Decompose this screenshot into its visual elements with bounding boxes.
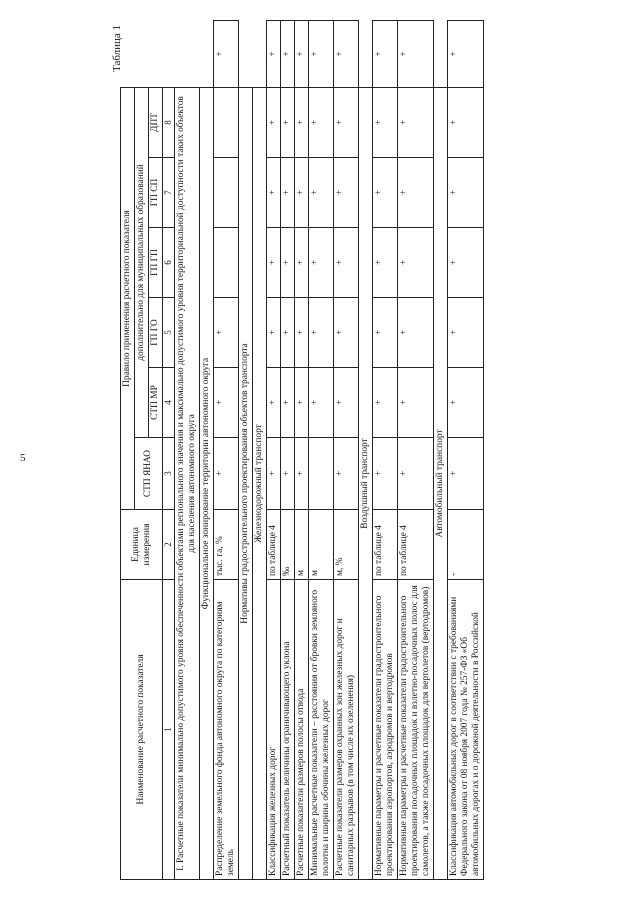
rule-mark	[214, 228, 239, 298]
table-row	[281, 21, 295, 880]
rail-rows	[267, 21, 359, 880]
col-stp-yanao-header: СТП ЯНАО	[135, 438, 163, 510]
table-row	[309, 21, 334, 880]
section-heading: Автомобильный транспорт	[434, 88, 448, 880]
rule-mark: +	[334, 438, 359, 510]
rule-mark: +	[267, 438, 281, 510]
rule-mark: +	[214, 438, 239, 510]
col-number: 2	[163, 510, 175, 580]
table-caption: Таблица 1	[111, 24, 123, 72]
rule-mark: +	[267, 158, 281, 228]
rule-mark: +	[334, 298, 359, 368]
rule-mark: +	[267, 88, 281, 158]
indicator-unit: по таблице 4	[373, 510, 398, 580]
rule-mark: +	[295, 158, 309, 228]
indicator-unit: по таблице 4	[398, 510, 434, 580]
rule-mark: +	[448, 21, 484, 88]
rule-mark: +	[295, 21, 309, 88]
table-row	[373, 21, 398, 880]
col-number: 4	[163, 368, 175, 438]
col-dpt-header: ДПТ	[149, 88, 163, 158]
section-heading: Нормативы градостроительного проектирования объектов транспорта	[239, 88, 253, 880]
indicator-unit: м	[309, 510, 334, 580]
rule-mark: +	[214, 368, 239, 438]
rule-mark: +	[373, 158, 398, 228]
table-row	[295, 21, 309, 880]
rule-mark: +	[334, 88, 359, 158]
rule-mark: +	[398, 158, 434, 228]
section-heading: Функциональное зонирование территории автономного округа	[200, 88, 214, 880]
rule-mark: +	[398, 368, 434, 438]
col-name-header: Наименование расчетного показателя	[121, 580, 163, 880]
rule-mark: +	[214, 21, 239, 88]
indicator-name: Минимальные расчетные показатели – расстояния от бровки земляного полотна и ширина обочины железных дорог	[309, 580, 334, 880]
table-row	[448, 21, 484, 880]
page-number: 5	[20, 452, 26, 464]
table-row	[214, 21, 239, 880]
rule-mark: +	[398, 438, 434, 510]
col-gp-gp-header: ГП ГП	[149, 228, 163, 298]
rule-mark: +	[373, 298, 398, 368]
rule-mark: +	[448, 298, 484, 368]
rule-mark: +	[334, 158, 359, 228]
rule-mark: +	[373, 88, 398, 158]
rule-mark	[214, 158, 239, 228]
col-unit-header: Единица измерения	[121, 510, 163, 580]
rule-mark: +	[398, 21, 434, 88]
auto-rows	[448, 21, 484, 880]
rule-mark: +	[281, 228, 295, 298]
rule-mark: +	[267, 21, 281, 88]
section-heading: Железнодорожный транспорт	[253, 88, 267, 880]
indicator-unit: -	[448, 510, 484, 580]
indicator-name: Нормативные параметры и расчетные показатели градостроительного проектирования аэропортов, аэродромов и вертодромов	[373, 580, 398, 880]
indicator-unit: ‰	[281, 510, 295, 580]
col-number: 3	[163, 438, 175, 510]
section-heading: Воздушный транспорт	[359, 88, 373, 880]
col-stp-mr-header: СТП МР	[149, 368, 163, 438]
rule-mark: +	[309, 298, 334, 368]
indicator-name: Расчетные показатели размеров охранных зон железных дорог и санитарных разрывов (в том числе их озеленения)	[334, 580, 359, 880]
rule-mark: +	[373, 438, 398, 510]
rule-mark: +	[295, 438, 309, 510]
rule-mark: +	[373, 228, 398, 298]
rule-mark: +	[334, 228, 359, 298]
rule-mark: +	[309, 368, 334, 438]
rule-mark: +	[398, 298, 434, 368]
table-row	[334, 21, 359, 880]
rule-mark: +	[295, 88, 309, 158]
rule-mark: +	[448, 158, 484, 228]
indicator-unit: м	[295, 510, 309, 580]
table-row	[398, 21, 434, 880]
col-additional-header: дополнительно для муниципальных образований	[135, 88, 149, 438]
table-row	[267, 21, 281, 880]
rule-mark	[309, 438, 334, 510]
norms-table	[120, 20, 484, 880]
rule-mark: +	[281, 21, 295, 88]
rule-mark	[214, 88, 239, 158]
air-rows	[373, 21, 434, 880]
rule-mark: +	[214, 298, 239, 368]
rule-mark: +	[398, 228, 434, 298]
rule-mark: +	[448, 438, 484, 510]
rule-mark: +	[281, 158, 295, 228]
rule-mark: +	[309, 228, 334, 298]
rule-mark: +	[398, 88, 434, 158]
indicator-name: Распределение земельного фонда автономного округа по категориям земель	[214, 580, 239, 880]
indicator-name: Классификация автомобильных дорог в соответствии с требованиями Федерального закона от 08 ноября 2007 года № 257-ФЗ «Об автомобильных дорогах и о дорожной деятельности в Российской	[448, 580, 484, 880]
indicator-unit: м, %	[334, 510, 359, 580]
rule-mark: +	[448, 88, 484, 158]
col-gp-sp-header: ГП СП	[149, 158, 163, 228]
rule-mark: +	[448, 228, 484, 298]
rotated-table-container	[120, 20, 630, 880]
col-number: 5	[163, 298, 175, 368]
rule-mark: +	[267, 228, 281, 298]
rule-mark: +	[295, 368, 309, 438]
rule-mark: +	[267, 298, 281, 368]
indicator-name: Расчетные показатели размеров полосы отвода	[295, 580, 309, 880]
rule-mark: +	[281, 438, 295, 510]
rule-mark: +	[309, 158, 334, 228]
rule-mark: +	[267, 368, 281, 438]
rule-mark: +	[309, 88, 334, 158]
indicator-name: Классификация железных дорог	[267, 580, 281, 880]
rule-mark: +	[373, 21, 398, 88]
indicator-name: Расчетный показатель величины ограничивающего уклона	[281, 580, 295, 880]
col-number: 7	[163, 158, 175, 228]
rule-mark: +	[281, 88, 295, 158]
rule-mark: +	[334, 21, 359, 88]
rule-mark: +	[334, 368, 359, 438]
indicator-unit: тыс. га, %	[214, 510, 239, 580]
rule-mark: +	[295, 298, 309, 368]
col-number: 6	[163, 228, 175, 298]
rule-mark: +	[309, 21, 334, 88]
section-heading: I. Расчетные показатели минимально допустимого уровня обеспеченности объектами регионального значения и максимально допустимого уровня территориальной доступности таких объектов для населения автономного округа	[175, 88, 200, 880]
col-gp-go-header: ГП ГО	[149, 298, 163, 368]
rule-mark: +	[281, 368, 295, 438]
indicator-unit: по таблице 4	[267, 510, 281, 580]
rule-mark: +	[295, 228, 309, 298]
rule-mark: +	[448, 368, 484, 438]
col-number: 8	[163, 88, 175, 158]
rule-mark: +	[281, 298, 295, 368]
rule-mark: +	[373, 368, 398, 438]
col-rule-header: Правило применения расчетного показателя	[121, 88, 135, 510]
col-number: 1	[163, 580, 175, 880]
indicator-name: Нормативные параметры и расчетные показатели градостроительного проектирования посадочных площадок и взлетно-посадочных полос для самолетов, а также посадочных площадок для вертолетов (вертодромов)	[398, 580, 434, 880]
